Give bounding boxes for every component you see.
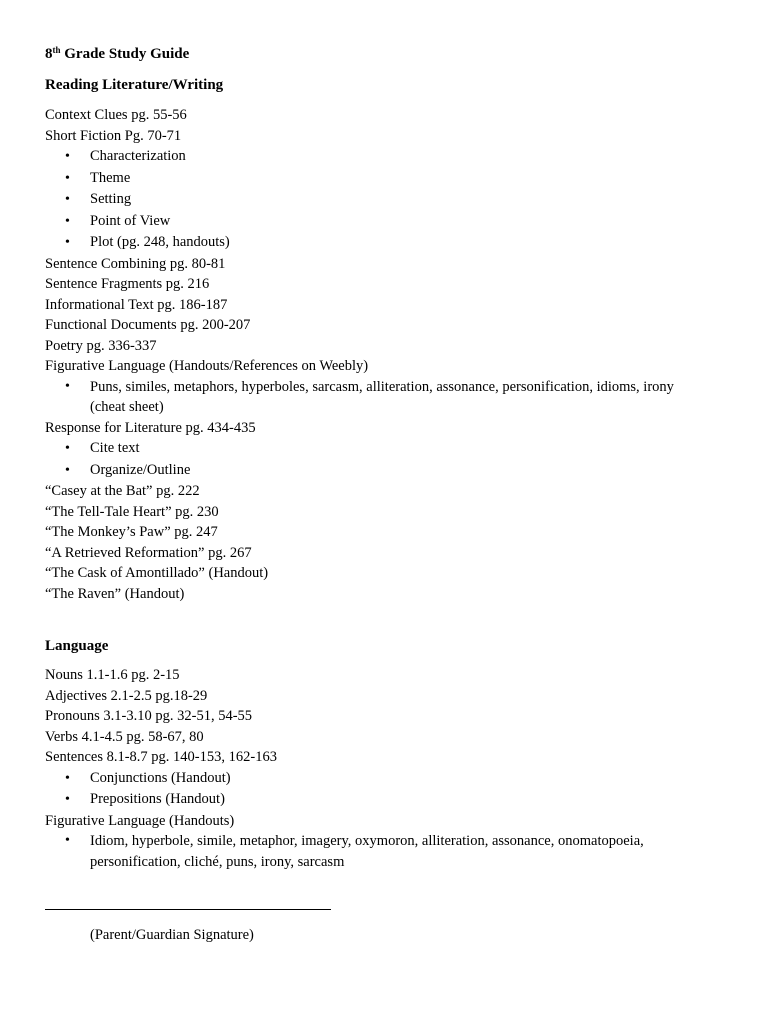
line-figurative-language: Figurative Language (Handouts/References on Weebly): [45, 358, 369, 374]
line-sentence-combining: Sentence Combining pg. 80-81: [45, 255, 226, 272]
line-context-clues: Context Clues pg. 55-56: [45, 107, 187, 123]
list-item: • Organize/Outline: [45, 460, 735, 482]
line-story: “The Tell-Tale Heart” pg. 230: [45, 503, 219, 520]
list-item: • Point of View: [45, 211, 735, 233]
line-adjectives: Adjectives 2.1-2.5 pg.18-29: [45, 687, 208, 704]
line-short-fiction: Short Fiction Pg. 70-71: [45, 127, 182, 144]
line-story: “The Cask of Amontillado” (Handout): [45, 565, 269, 581]
figurative-list: [45, 377, 735, 418]
language-section-body: [45, 665, 735, 872]
page-title: [45, 44, 189, 64]
line-informational-text: Informational Text pg. 186-187: [45, 296, 228, 313]
line-verbs: Verbs 4.1-4.5 pg. 58-67, 80: [45, 728, 204, 745]
title-superscript: th: [52, 45, 61, 55]
line-figurative-language: Figurative Language (Handouts): [45, 812, 235, 829]
list-item: • Idiom, hyperbole, simile, metaphor, imagery, oxymoron, alliteration, assonance, onomatopoeia, personification, cliché, puns, irony, sarcasm: [45, 831, 710, 872]
short-fiction-list: [45, 146, 735, 254]
list-item: • Prepositions (Handout): [45, 789, 735, 811]
list-item: • Plot (pg. 248, handouts): [45, 232, 735, 254]
sentences-list: [45, 768, 735, 811]
reading-section-body: [45, 105, 735, 604]
line-functional-documents: Functional Documents pg. 200-207: [45, 317, 251, 333]
line-response-literature: Response for Literature pg. 434-435: [45, 419, 256, 436]
line-story: “A Retrieved Reformation” pg. 267: [45, 544, 252, 561]
title-text: Grade Study Guide: [60, 46, 190, 62]
list-item: • Theme: [45, 168, 735, 190]
response-list: [45, 438, 735, 481]
list-item: • Conjunctions (Handout): [45, 768, 735, 790]
line-story: “The Monkey’s Paw” pg. 247: [45, 524, 218, 540]
signature-line: [45, 909, 331, 910]
line-story: “The Raven” (Handout): [45, 585, 185, 602]
line-poetry: Poetry pg. 336-337: [45, 337, 157, 354]
language-figurative-list: [45, 831, 735, 872]
section-heading-language: Language: [45, 638, 109, 654]
signature-caption: (Parent/Guardian Signature): [90, 927, 254, 943]
line-story: “Casey at the Bat” pg. 222: [45, 483, 200, 499]
list-item: • Cite text: [45, 438, 735, 460]
list-item: • Setting: [45, 189, 735, 211]
title-grade: 8: [45, 46, 53, 62]
section-heading-reading: Reading Literature/Writing: [45, 77, 224, 93]
line-pronouns: Pronouns 3.1-3.10 pg. 32-51, 54-55: [45, 708, 253, 724]
line-sentences: Sentences 8.1-8.7 pg. 140-153, 162-163: [45, 749, 277, 765]
list-item: • Characterization: [45, 146, 735, 168]
line-nouns: Nouns 1.1-1.6 pg. 2-15: [45, 667, 180, 683]
line-sentence-fragments: Sentence Fragments pg. 216: [45, 276, 210, 292]
list-item: • Puns, similes, metaphors, hyperboles, sarcasm, alliteration, assonance, personification, idioms, irony (cheat sheet): [45, 377, 710, 418]
